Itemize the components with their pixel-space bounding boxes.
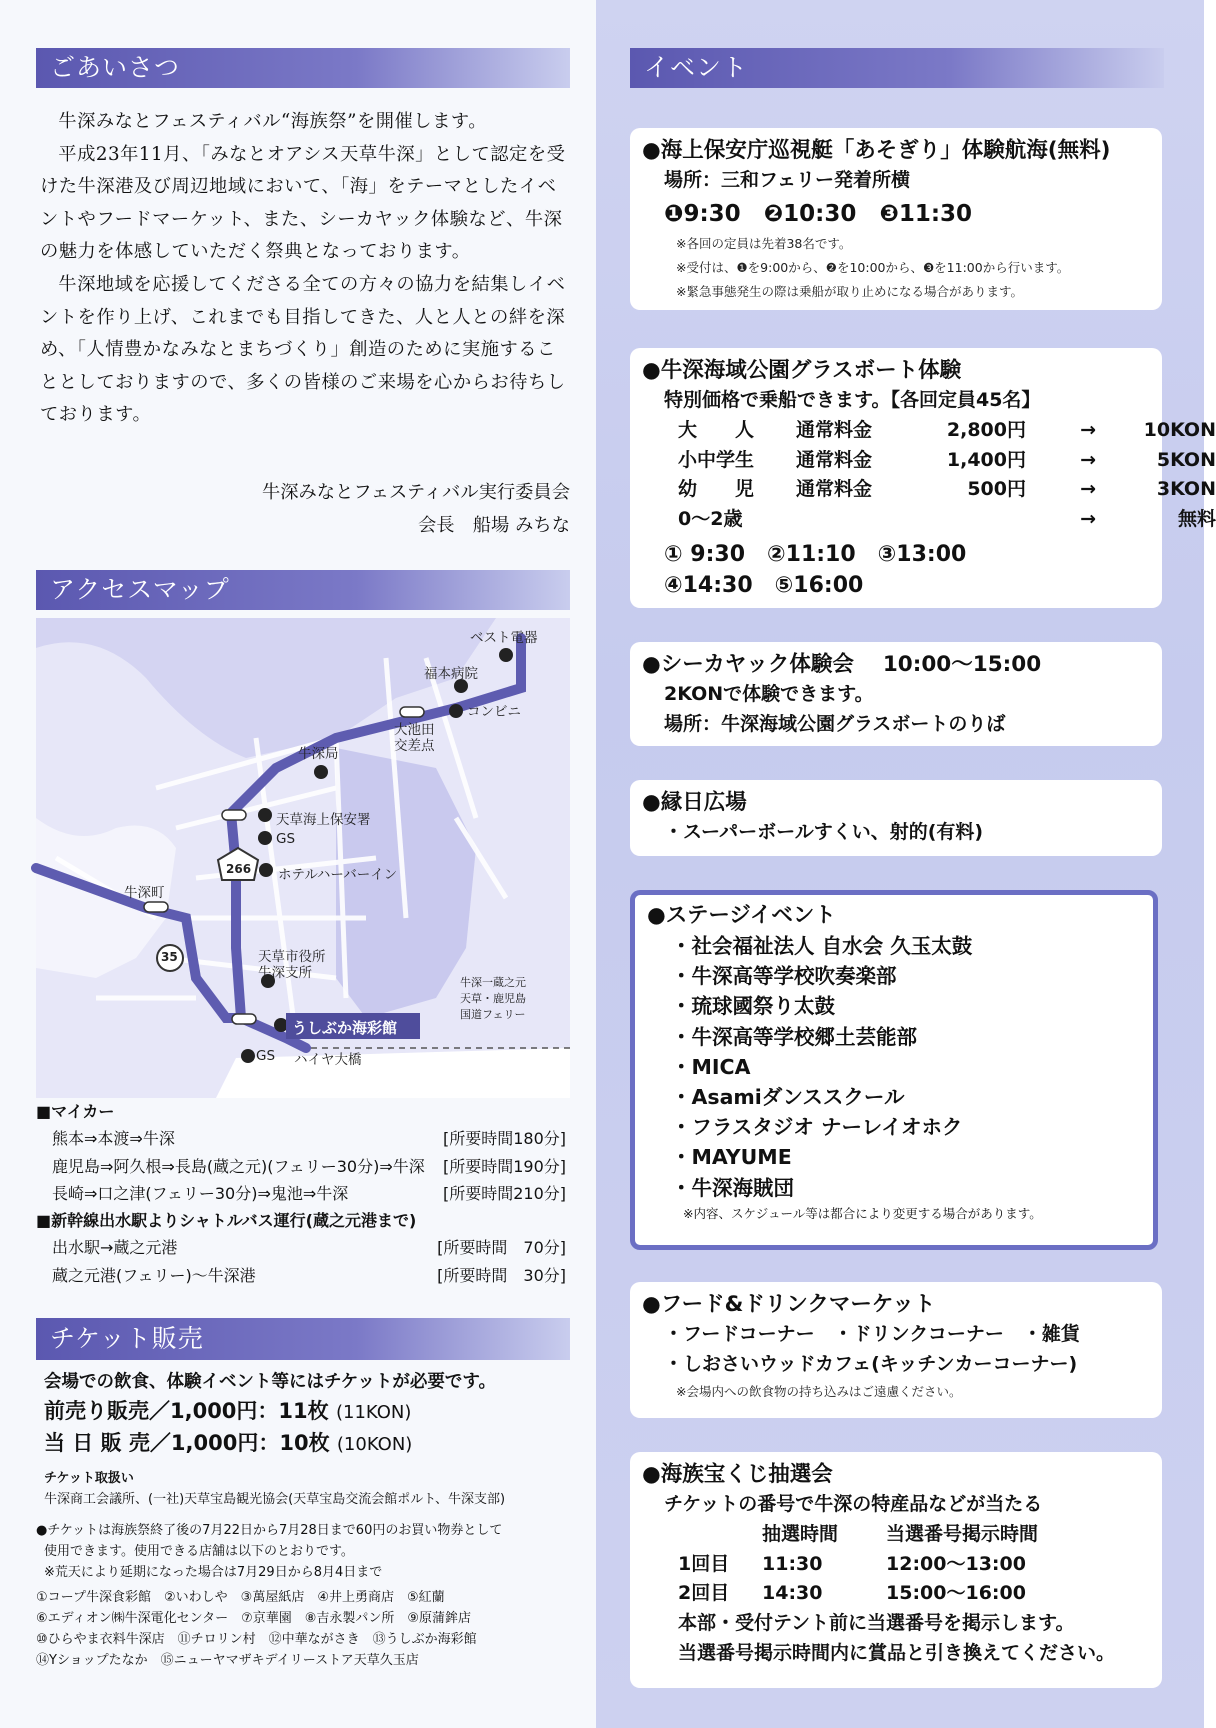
route-35-label: 35	[161, 950, 178, 964]
event-card-ennichi	[630, 780, 1162, 856]
map-label: 天草海上保安署	[276, 812, 371, 828]
shop-row: ⑥エディオン㈱牛深電化センター ⑦京華園 ⑧吉永製パン所 ⑨原蒲鉾店	[36, 1611, 472, 1626]
stage-list	[647, 931, 1141, 1203]
price-arrow: →	[1080, 508, 1096, 531]
event-card-glassboat	[630, 348, 1216, 608]
route-time: [所要時間190分]	[442, 1156, 566, 1176]
route-text: 出水駅→蔵之元港	[52, 1238, 178, 1258]
event-line: 場所：牛深海域公園グラスボートのりば	[664, 712, 1006, 735]
event-title: ●牛深海域公園グラスボート体験	[642, 358, 962, 383]
event-line: 2KONで体験できます。	[664, 683, 874, 705]
event-times: ❶9:30 ❷10:30 ❸11:30	[664, 200, 973, 227]
greeting-heading: ごあいさつ	[36, 48, 570, 88]
map-label: 交差点	[394, 738, 435, 754]
lottery-row	[642, 1579, 1148, 1609]
shop-row: ⑩ひらやま衣料牛深店 ⑪チロリン村 ⑫中華ながさき ⑬うしぶか海彩館	[36, 1632, 477, 1647]
stage-item: ・牛深高等学校郷土芸能部	[671, 1024, 917, 1049]
map-label: 福本病院	[424, 666, 478, 682]
lottery-time: 14:30	[762, 1582, 823, 1605]
lottery-foot: 当選番号掲示時間内に賞品と引き換えてください。	[678, 1641, 1116, 1664]
event-card-lottery	[630, 1452, 1162, 1688]
lottery-row	[642, 1550, 1148, 1580]
voucher-line: ●チケットは海族祭終了後の7月22日から7月28日まで60円のお買い物券として	[36, 1523, 503, 1538]
event-title: ●フード&ドリンクマーケット	[642, 1292, 936, 1317]
price-row	[642, 446, 1216, 476]
greeting-paragraph: 平成23年11月、「みなとオアシス天草牛深」として認定を受けた牛深港及び周辺地域において、「海」をテーマとしたイベントやフードマーケット、また、シーカヤック体験など、牛深の魅力を体感していただく祭典となっております。	[40, 143, 566, 263]
stage-item: ・琉球國祭り太鼓	[671, 994, 835, 1019]
map-label: ハイヤ大橋	[294, 1052, 362, 1068]
lottery-round: 1回目	[678, 1552, 730, 1575]
route-time: [所要時間180分]	[442, 1129, 566, 1149]
price-kon: 10KON	[1143, 418, 1216, 441]
map-label: GS	[256, 1048, 276, 1064]
map-label: 大池田	[394, 722, 435, 738]
price-row	[642, 416, 1216, 446]
ticket-sameday	[44, 1428, 574, 1460]
signature-name: 会長 船場 みちな	[417, 514, 570, 536]
lottery-round: 2回目	[678, 1582, 730, 1605]
events-heading: イベント	[630, 48, 1164, 88]
greeting-paragraph: 牛深みなとフェスティバル“海族祭”を開催します。	[58, 111, 487, 132]
event-line: ・フードコーナー ・ドリンクコーナー ・雑貨	[664, 1323, 1080, 1345]
map-label: ホテルハーバーイン	[278, 867, 398, 883]
price-who: 大 人	[678, 418, 755, 441]
price-label: 通常料金	[796, 448, 873, 471]
route-row	[36, 1262, 566, 1289]
price-who: 小中学生	[678, 448, 755, 471]
event-title: ●縁日広場	[642, 790, 747, 815]
price-value: 2,800円	[946, 418, 1026, 441]
map-label: 牛深支所	[258, 965, 312, 981]
event-note: ※各回の定員は先着38名です。	[676, 235, 852, 251]
map-label: 天草市役所	[258, 949, 326, 965]
lottery-time: 11:30	[762, 1552, 823, 1575]
event-note: ※会場内への飲食物の持ち込みはご遠慮ください。	[676, 1383, 962, 1399]
event-sub: 特別価格で乗船できます。【各回定員45名】	[664, 389, 1041, 411]
price-value	[916, 505, 1026, 535]
map-label: 天草・鹿児島	[460, 992, 526, 1005]
signature-org: 牛深みなとフェスティバル実行委員会	[261, 482, 570, 503]
lottery-display: 15:00〜16:00	[886, 1582, 1026, 1605]
route-text: 鹿児島⇒阿久根⇒長島(蔵之元)(フェリー30分)⇒牛深	[52, 1156, 425, 1176]
stage-item: ・Asamiダンススクール	[671, 1085, 905, 1110]
stage-item: ・社会福祉法人 自水会 久玉太鼓	[671, 934, 973, 958]
lottery-spacer	[678, 1520, 762, 1550]
route-text: 長崎⇒口之津(フェリー30分)⇒鬼池⇒牛深	[52, 1183, 349, 1203]
voucher-line: 使用できます。使用できる店舗は以下のとおりです。	[44, 1544, 354, 1559]
event-title: ●海上保安庁巡視艇「あそぎり」体験航海(無料)	[642, 138, 1111, 163]
route-text: 蔵之元港(フェリー)〜牛深港	[52, 1265, 256, 1285]
greeting-signature	[40, 477, 570, 542]
price-label	[796, 505, 916, 535]
price-label: 通常料金	[796, 478, 873, 501]
price-who: 0〜2歳	[678, 508, 743, 531]
route-row	[36, 1180, 566, 1207]
event-card-kayak	[630, 642, 1162, 746]
price-arrow: →	[1080, 418, 1096, 441]
event-title: ●ステージイベント	[647, 903, 836, 928]
event-line: ・スーパーボールすくい、射的(有料)	[664, 821, 984, 843]
handler-label: チケット取扱い	[44, 1471, 134, 1486]
access-map	[36, 618, 570, 1098]
price-kon: 無料	[1177, 508, 1216, 531]
event-place: 場所：三和フェリー発着所横	[664, 169, 911, 191]
price-row	[642, 475, 1216, 505]
route-text: 熊本⇒本渡⇒牛深	[52, 1129, 175, 1149]
presale-kon: (11KON)	[335, 1402, 412, 1423]
car-heading: ■マイカー	[36, 1102, 115, 1121]
map-label: ベスト電器	[470, 630, 538, 646]
price-kon: 5KON	[1156, 448, 1216, 471]
stage-item: ・牛深海賊団	[671, 1175, 794, 1200]
event-card-food	[630, 1282, 1162, 1418]
route-time: [所要時間 30分]	[437, 1265, 566, 1285]
route-time: [所要時間210分]	[442, 1183, 566, 1203]
access-heading: アクセスマップ	[36, 570, 570, 610]
stage-item: ・MICA	[671, 1054, 751, 1079]
shop-row: ①コープ牛深食彩館 ②いわしや ③萬屋紙店 ④井上勇商店 ⑤紅蘭	[36, 1590, 445, 1605]
shop-list	[36, 1587, 574, 1671]
event-times: ① 9:30 ②11:10 ③13:00	[664, 541, 967, 567]
event-card-stage	[630, 890, 1158, 1250]
route-row	[36, 1125, 566, 1152]
route-info	[36, 1098, 566, 1289]
route-row	[36, 1234, 566, 1261]
event-sub: チケットの番号で牛深の特産品などが当たる	[664, 1493, 1043, 1515]
price-row	[642, 505, 1216, 535]
greeting-body	[40, 106, 572, 432]
greeting-paragraph: 牛深地域を応援してくださる全ての方々の協力を結集しイベントを作り上げ、これまでも目指してきた、人と人との絆を深め、「人情豊かなみなとまちづくり」創造のために実施することとしておりますので、多くの皆様のご来場を心からお待ちしております。	[40, 273, 566, 426]
map-label: GS	[276, 831, 296, 847]
lottery-foot: 本部・受付テント前に当選番号を掲示します。	[678, 1612, 1075, 1635]
price-value: 500円	[967, 478, 1026, 501]
ticket-note: 会場での飲食、体験イベント等にはチケットが必要です。	[44, 1372, 497, 1392]
ticket-presale	[44, 1396, 574, 1428]
route-time: [所要時間 70分]	[437, 1238, 566, 1258]
ticket-info	[36, 1368, 574, 1671]
price-who: 幼 児	[678, 478, 755, 501]
stage-item: ・フラスタジオ ナーレイオホク	[671, 1115, 963, 1140]
map-label: 牛深一蔵之元	[460, 976, 526, 989]
stage-item: ・MAYUME	[671, 1145, 792, 1170]
handlers: 牛深商工会議所、(一社)天草宝島観光協会(天草宝島交流会館ポルト、牛深支部)	[44, 1492, 506, 1507]
price-label: 通常料金	[796, 418, 873, 441]
map-label: 国道フェリー	[460, 1008, 526, 1021]
event-note: ※緊急事態発生の際は乗船が取り止めになる場合があります。	[676, 283, 1023, 299]
event-note: ※受付は、❶を9:00から、❷を10:00から、❸を11:00から行います。	[676, 259, 1070, 275]
event-title: ●海族宝くじ抽選会	[642, 1462, 833, 1487]
lottery-col: 当選番号掲示時間	[886, 1522, 1039, 1545]
venue-label: うしぶか海彩館	[292, 1019, 398, 1037]
lottery-display: 12:00〜13:00	[886, 1552, 1026, 1575]
price-value: 1,400円	[946, 448, 1026, 471]
shop-row: ⑭Yショップたなか ⑮ニューヤマザキデイリーストア天草久玉店	[36, 1653, 419, 1668]
event-card-asogiri	[630, 128, 1162, 310]
price-arrow: →	[1080, 448, 1096, 471]
shuttle-heading: ■新幹線出水駅よりシャトルバス運行(蔵之元港まで)	[36, 1211, 417, 1231]
presale-text: 前売り販売／1,000円：11枚	[44, 1399, 329, 1423]
event-title: ●シーカヤック体験会 10:00〜15:00	[642, 652, 1042, 677]
lottery-header	[642, 1520, 1148, 1550]
stage-item: ・牛深高等学校吹奏楽部	[671, 964, 897, 989]
voucher-line: ※荒天により延期になった場合は7月29日から8月4日まで	[44, 1565, 383, 1580]
route-row	[36, 1153, 566, 1180]
ticket-heading: チケット販売	[36, 1318, 570, 1360]
lottery-col: 抽選時間	[762, 1522, 839, 1545]
map-label: 牛深局	[298, 746, 339, 762]
map-label: コンビニ	[467, 704, 521, 720]
route-266-label: 266	[226, 862, 252, 876]
sameday-kon: (10KON)	[336, 1434, 413, 1455]
stage-note: ※内容、スケジュール等は都合により変更する場合があります。	[683, 1205, 1042, 1221]
sameday-text: 当 日 販 売／1,000円：10枚	[44, 1431, 330, 1455]
price-kon: 3KON	[1156, 478, 1216, 501]
event-line: ・しおさいウッドカフェ(キッチンカーコーナー)	[664, 1352, 1078, 1375]
map-label: 牛深町	[124, 885, 165, 901]
event-times: ④14:30 ⑤16:00	[664, 572, 864, 598]
price-arrow: →	[1080, 478, 1096, 501]
